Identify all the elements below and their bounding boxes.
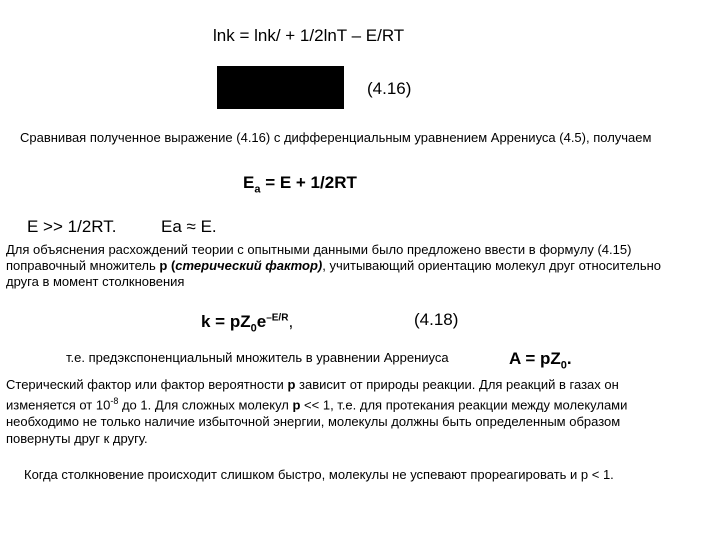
- paragraph-line: необходимо не только наличие избыточной энергии, молекулы должны быть определенным образом: [6, 414, 621, 430]
- equation-preexponential-factor: $A = pZ_0$.: [509, 349, 572, 372]
- equation-lnk: lnk = lnk/ + 1/2lnT – E/RT: [213, 26, 405, 45]
- equation-number-4-16: (4.16): [367, 79, 412, 98]
- paragraph-steric-intro: [6, 242, 661, 290]
- paragraph-line: изменяется от $10^{-8}$ до 1. Для сложных молекул р << 1, т.е. для протекания реакции между молекулами: [6, 396, 628, 413]
- paragraph-fast-collision: Когда столкновение происходит слишком быстро, молекулы не успевают прореагировать и р < 1.: [24, 467, 614, 482]
- equation-activation-energy: $E_a = E + 1/2RT$: [243, 173, 357, 196]
- equation-number-4-18: (4.18): [414, 310, 459, 329]
- paragraph-line: Для объяснения расхождений теории с опытными данными было предложено ввести в формулу (4.15): [6, 242, 632, 257]
- paragraph-line: повернуты друг к другу.: [6, 431, 148, 447]
- paragraph-compare: Сравнивая полученное выражение (4.16) с дифференциальным уравнением Аррениуса (4.5), получаем: [20, 130, 652, 145]
- paragraph-steric-factor: [6, 376, 627, 447]
- paragraph-line: Стерический фактор или фактор вероятности р зависит от природы реакции. Для реакций в газах он: [6, 377, 619, 392]
- inequality-e: E >> 1/2RT.: [27, 217, 117, 236]
- paragraph-preexponential: т.е. предэкспоненциальный множитель в уравнении Аррениуса: [66, 350, 449, 365]
- paragraph-line: поправочный множитель р (стерический фактор), учитывающий ориентацию молекул друг относительно: [6, 258, 662, 273]
- paragraph-line: друга в момент столкновения: [6, 274, 185, 289]
- equation-rate-constant: $k = pZ_0e^{-E/R}$,: [201, 312, 294, 335]
- approx-ea: Ea ≈ E.: [161, 217, 217, 236]
- redacted-equation-image: [217, 66, 344, 109]
